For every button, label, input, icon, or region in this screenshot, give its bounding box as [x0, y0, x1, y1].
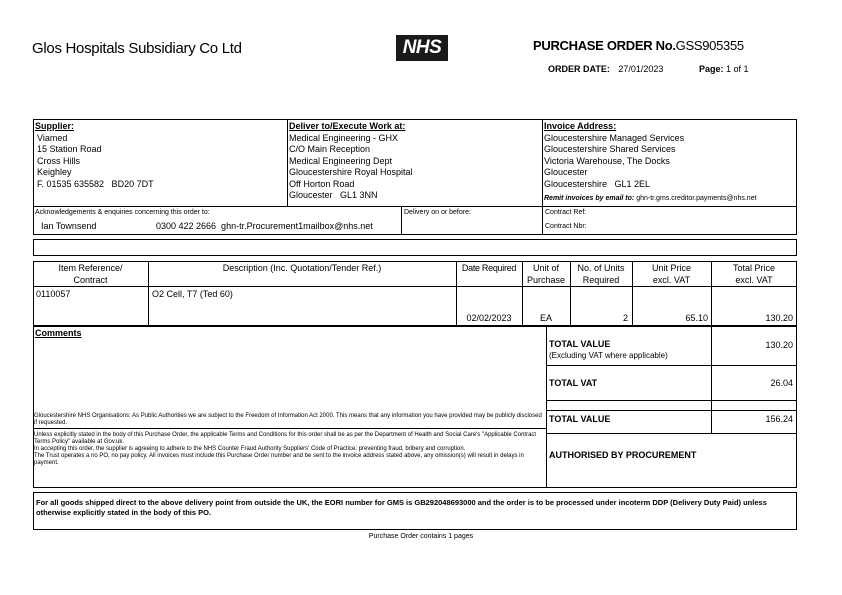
total-value-label: TOTAL VALUE: [549, 339, 611, 349]
delivery-date-label: Delivery on or before:: [404, 209, 471, 216]
th-total-line2: excl. VAT: [735, 274, 773, 285]
invoice-line: Gloucestershire GL1 2EL: [544, 178, 651, 189]
invoice-label: Invoice Address:: [544, 121, 617, 131]
total-vat-label: TOTAL VAT: [549, 378, 598, 388]
supplier-line: 15 Station Road: [37, 144, 102, 154]
deliver-to-line: Gloucestershire Royal Hospital: [289, 167, 413, 177]
th-date-required: Date Required: [461, 263, 517, 273]
grand-total-label: TOTAL VALUE: [549, 414, 611, 424]
th-unit-line1: Unit of: [532, 263, 559, 273]
invoice-line: Gloucestershire Managed Services: [544, 132, 685, 143]
th-price-line1: Unit Price: [651, 263, 691, 273]
deliver-to-label: Deliver to/Execute Work at:: [289, 121, 406, 131]
order-date-value: 27/01/2023: [618, 64, 664, 74]
invoice-line: Gloucestershire Shared Services: [544, 144, 676, 154]
po-number: GSS905355: [675, 38, 744, 53]
terms-line-2: In accepting this order, the supplier is agreeing to adhere to the NHS Counter Fraud Authority Suppliers' Code of Practice: preventing fraud, bribery and corruption.: [34, 446, 466, 452]
deliver-to-line: Medical Engineering - GHX: [289, 132, 399, 143]
total-value: 130.20: [765, 340, 793, 350]
company-name: Glos Hospitals Subsidiary Co Ltd: [32, 40, 242, 57]
th-qty: [570, 263, 632, 286]
page-value: 1 of 1: [726, 64, 749, 74]
th-total: [711, 263, 797, 286]
row-date-required: 02/02/2023: [466, 313, 512, 323]
terms-text: [34, 432, 544, 467]
supplier-block: [35, 121, 154, 190]
th-item-ref: [33, 263, 148, 286]
deliver-to-block: [289, 121, 413, 202]
ack-name: Ian Townsend: [41, 221, 97, 231]
comments-label: Comments: [35, 328, 82, 338]
contract-ref-label: Contract Ref:: [545, 209, 587, 216]
th-total-line1: Total Price: [732, 263, 776, 273]
th-qty-line1: No. of Units: [577, 263, 625, 273]
po-title: [533, 38, 744, 53]
th-item-ref-line2: Contract: [73, 274, 108, 285]
deliver-to-line: Medical Engineering Dept: [289, 155, 393, 166]
supplier-label: Supplier:: [35, 121, 75, 131]
th-unit-price: [632, 263, 711, 286]
th-item-ref-line1: Item Reference/: [58, 263, 123, 273]
invoice-line: Gloucester: [544, 167, 588, 177]
supplier-line: Keighley: [37, 167, 72, 177]
blank-band: [33, 239, 797, 256]
remit-email[interactable]: ghn-tr.gms.creditor.payments@nhs.net: [636, 195, 757, 202]
row-unit: EA: [539, 313, 552, 323]
th-unit: [522, 263, 570, 286]
ack-label: Acknowledgements & enquiries concerning this order to:: [35, 209, 210, 216]
th-description: Description (Inc. Quotation/Tender Ref.): [222, 263, 382, 273]
ack-contact: 0300 422 2666 ghn-tr.Procurement1mailbox@nhs.net: [156, 221, 373, 231]
deliver-to-line: Off Horton Road: [289, 178, 355, 189]
total-value-note: (Excluding VAT where applicable): [549, 351, 668, 360]
row-unit-price: 65.10: [685, 313, 708, 323]
remit-label: Remit invoices by email to:: [544, 195, 635, 202]
row-description: O2 Cell, T7 (Ted 60): [152, 289, 233, 299]
contract-nbr-label: Contract Nbr:: [545, 223, 587, 230]
order-date-label: ORDER DATE:: [548, 64, 610, 74]
terms-line-3: The Trust operates a no PO, no pay policy. All invoices must include this Purchase Order number and be sent to the invoice address stated above, any omission(s) will result in delays in payment.: [34, 453, 524, 466]
order-date: [548, 64, 663, 76]
invoice-block: [544, 121, 757, 205]
nhs-logo: NHS: [396, 35, 448, 61]
th-qty-line2: Required: [582, 274, 620, 285]
footer-page-count: Purchase Order contains 1 pages: [368, 533, 474, 540]
row-item-ref: 0110057: [36, 289, 71, 299]
th-unit-line2: Purchase: [526, 274, 566, 285]
foi-text: Gloucestershire NHS Organisations: As Public Authorities we are subject to the Freedom of Information Act 2000. This means that any information you have provided may be publicly disclosed if requested.: [34, 413, 542, 426]
grand-total: 156.24: [765, 414, 793, 424]
th-price-line2: excl. VAT: [652, 274, 691, 285]
page-indicator: [699, 64, 749, 76]
deliver-to-line: C/O Main Reception: [289, 144, 371, 154]
supplier-line: Cross Hills: [37, 155, 81, 166]
total-vat: 26.04: [770, 378, 793, 388]
supplier-line: Viamed: [37, 132, 68, 143]
po-title-label: PURCHASE ORDER No.: [533, 38, 676, 53]
terms-line-1: Unless explicitly stated in the body of this Purchase Order, the applicable Terms and Conditions for this order shall be as per the Department of Health and Social Care's "Applicable Contract Terms Policy" available at Gov.uk.: [34, 432, 537, 445]
invoice-line: Victoria Warehouse, The Docks: [544, 155, 670, 166]
deliver-to-line: Gloucester GL1 3NN: [289, 190, 378, 200]
page-label: Page:: [699, 64, 724, 74]
supplier-line: F. 01535 635582 BD20 7DT: [37, 178, 154, 189]
authorised-label: AUTHORISED BY PROCUREMENT: [549, 450, 697, 460]
row-total: 130.20: [765, 313, 793, 323]
eori-note: For all goods shipped direct to the above delivery point from outside the UK, the EORI number for GMS is GB292048693000 and the order is to be processed under incoterm DDP (Delivery Duty Paid) unless otherwise explicitly stated in the body of this PO.: [36, 498, 767, 517]
row-qty: 2: [622, 313, 628, 323]
remit-line: [544, 193, 757, 205]
